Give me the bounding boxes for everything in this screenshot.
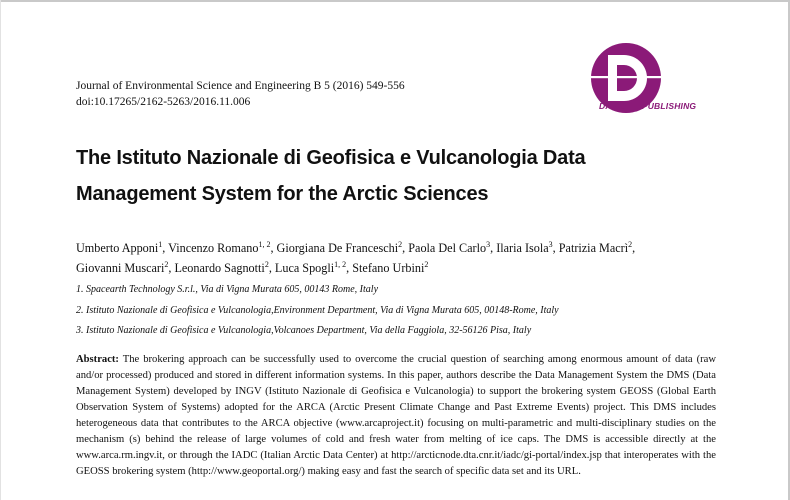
author-affiliation-mark: 2 xyxy=(264,260,269,269)
affiliation-2: 2. Istituto Nazionale di Geofisica e Vulcanologia,Environment Department, Via di Vigna Murata 605, 00148-Rome, Italy xyxy=(76,305,559,316)
author-list xyxy=(76,238,726,278)
author-affiliation-mark: 2 xyxy=(164,260,169,269)
journal-header xyxy=(76,78,405,110)
author-separator: , xyxy=(346,261,350,275)
author-name: Giovanni Muscari xyxy=(76,261,165,275)
author-affiliation-mark: 2 xyxy=(398,240,403,249)
author-affiliation-mark: 1, 2 xyxy=(258,240,271,249)
author-affiliation-mark: 1 xyxy=(158,240,163,249)
paper-title-line-2: Management System for the Arctic Sciences xyxy=(76,183,489,205)
author xyxy=(76,241,165,255)
author-affiliation-mark: 3 xyxy=(548,240,553,249)
author-separator: , xyxy=(490,241,494,255)
publisher-name xyxy=(599,101,719,111)
paper-title-line-1: The Istituto Nazionale di Geofisica e Vulcanologia Data xyxy=(76,147,586,169)
author-separator: , xyxy=(552,241,556,255)
author-name: Patrizia Macrì xyxy=(558,241,629,255)
author-name: Giorgiana De Franceschi xyxy=(276,241,399,255)
author xyxy=(168,241,273,255)
author-name: Stefano Urbini xyxy=(352,261,425,275)
journal-citation: Journal of Environmental Science and Engineering B 5 (2016) 549-556 xyxy=(76,80,405,92)
author xyxy=(76,261,171,275)
abstract xyxy=(76,352,716,480)
author-separator: , xyxy=(402,241,406,255)
viewer-left-border xyxy=(0,0,1,500)
viewer-top-border xyxy=(0,0,790,2)
author-separator: , xyxy=(270,241,274,255)
affiliation-1: 1. Spacearth Technology S.r.l., Via di Vigna Murata 605, 00143 Rome, Italy xyxy=(76,284,379,295)
affiliation-3: 3. Istituto Nazionale di Geofisica e Vulcanologia,Volcanoes Department, Via della Faggiola, 32-56126 Pisa, Italy xyxy=(76,325,532,336)
author-separator: , xyxy=(632,241,636,255)
author-affiliation-mark: 1, 2 xyxy=(334,260,347,269)
publisher-name-part2: PUBLISHING xyxy=(641,101,697,111)
abstract-heading: Abstract: xyxy=(76,354,119,365)
author-separator: , xyxy=(162,241,166,255)
author-name: Paola Del Carlo xyxy=(408,241,487,255)
author xyxy=(408,241,493,255)
author xyxy=(174,261,271,275)
author-affiliation-mark: 2 xyxy=(424,260,429,269)
author-name: Luca Spogli xyxy=(274,261,335,275)
author-name: Ilaria Isola xyxy=(496,241,549,255)
author xyxy=(352,261,428,275)
publisher-name-part1: DAVID xyxy=(599,101,626,111)
author xyxy=(277,241,406,255)
author xyxy=(275,261,349,275)
author xyxy=(496,241,556,255)
author-affiliation-mark: 2 xyxy=(628,240,633,249)
abstract-text: The brokering approach can be successfully used to overcome the crucial question of searching among enormous amount of data (raw and/or processed) produced and stored in different information systems. In this paper, authors describe the Data Management System the DMS (Data Management System) developed by INGV (Istituto Nazionale di Geofisica e Vulcanologia) to support the brokering system GEOSS (Global Earth Observation System of Systems) adopted for the ARCA (Arctic Present Climate Change and Past Extreme Events) project. This DMS includes heterogeneous data that contributes to the ARCA objective (www.arcaproject.it) focusing on multi-parametric and multi-disciplinary studies on the mechanism (s) behind the release of large volumes of cold and fresh water from melting of ice caps. The DMS is accessible directly at the www.arca.rm.ingv.it, or through the IADC (Italian Arctic Data Center) at http://arcticnode.dta.cnr.it/iadc/gi-portal/index.jsp that interoperates with the GEOSS brokering system (http://www.geoportal.org/) making easy and fast the search of specific data set and its URL. xyxy=(76,354,716,477)
journal-doi[interactable]: doi:10.17265/2162-5263/2016.11.006 xyxy=(76,96,251,108)
author xyxy=(559,241,635,255)
author-separator: , xyxy=(168,261,172,275)
paper-title xyxy=(76,140,716,212)
author-name: Vincenzo Romano xyxy=(168,241,259,255)
author-separator: , xyxy=(268,261,272,275)
author-name: Umberto Apponi xyxy=(76,241,159,255)
author-affiliation-mark: 3 xyxy=(486,240,491,249)
author-name: Leonardo Sagnotti xyxy=(174,261,265,275)
